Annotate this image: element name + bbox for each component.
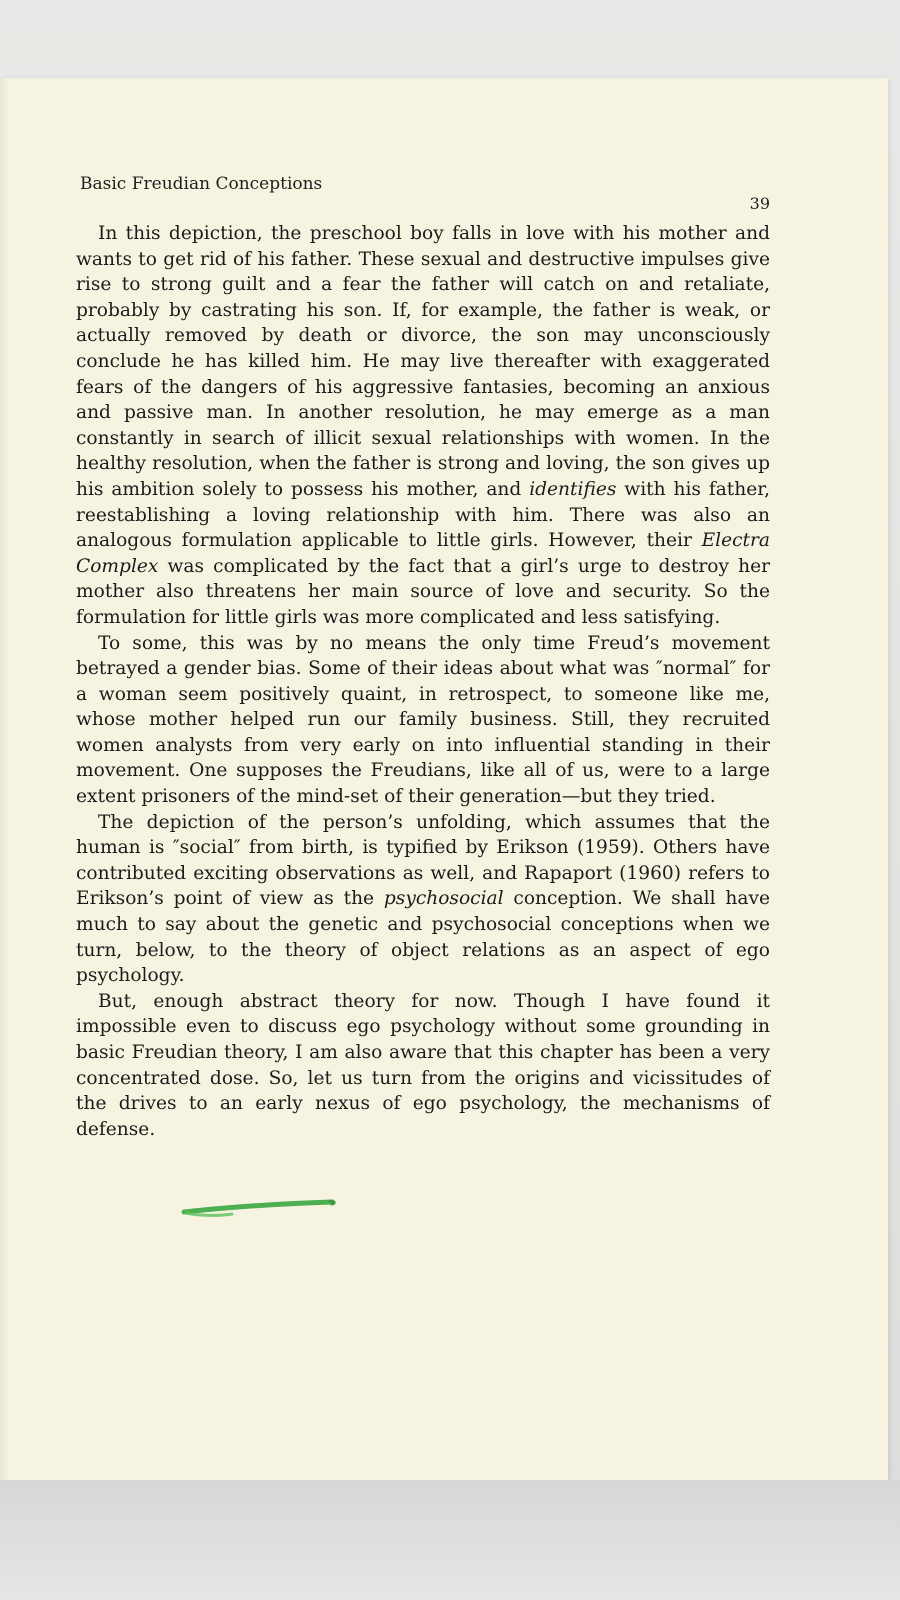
text-run: conception. We shall have much to say about the genetic and psychosocial conceptions when we turn, below, to the theory of object relations as an aspect of ego psychology. bbox=[76, 888, 770, 987]
body-text bbox=[76, 221, 770, 1142]
text-run: To some, this was by no means the only time Freud’s movement betrayed a gender bias. Some of their ideas about what was ″normal″ for a woman seem positively quaint, in retrospect, to someone like me, whose mother helped run our family business. Still, they recruited women analysts from very early on into influential standing in their movement. One supposes the Freudians, like all of us, were to a large extent prisoners of the mind-set of their generation—but they tried. bbox=[76, 632, 770, 808]
running-head: Basic Freudian Conceptions bbox=[80, 174, 323, 194]
paragraph bbox=[76, 810, 770, 989]
paragraph bbox=[76, 631, 770, 810]
text-run: was complicated by the fact that a girl’s urge to destroy her mother also threatens her main source of love and security. So the formulation for little girls was more complicated and less satisfying. bbox=[76, 555, 770, 628]
book-page bbox=[0, 78, 888, 1480]
italic-run: Electra Complex bbox=[76, 530, 770, 577]
desk-background bbox=[0, 1480, 900, 1600]
text-run: with his father, reestablishing a loving relationship with him. There was also an analogous formulation applicable to little girls. However, their bbox=[76, 478, 770, 552]
green-highlighter-mark bbox=[180, 1194, 340, 1224]
paragraph bbox=[76, 221, 770, 631]
text-run: But, enough abstract theory for now. Though I have found it impossible even to discuss ego psychology without some grounding in basic Freudian theory, I am also aware that this chapter has been a very concentrated dose. So, let us turn from the origins and vicissitudes of the drives to an early nexus of ego psychology, the mechanisms of defense. bbox=[76, 990, 770, 1140]
text-run: The depiction of the person’s unfolding, which assumes that the human is ″social″ from birth, is typified by Erikson (1959). Others have contributed exciting observations as well, and Rapaport (1960) refers to Erikson’s point of view as the bbox=[76, 811, 770, 910]
italic-run: psychosocial bbox=[383, 888, 504, 910]
text-run: In this depiction, the preschool boy falls in love with his mother and wants to get rid of his father. These sexual and destructive impulses give rise to strong guilt and a fear the father will catch on and retaliate, probably by castrating his son. If, for example, the father is weak, or actually removed by death or divorce, the son may unconsciously conclude he has killed him. He may live thereafter with exaggerated fears of the dangers of his aggressive fantasies, becoming an anxious and passive man. In another resolution, he may emerge as a man constantly in search of illicit sexual relationships with women. In the healthy resolution, when the father is strong and loving, the son gives up his ambition solely to possess his mother, and bbox=[76, 223, 770, 500]
italic-run: identifies bbox=[529, 478, 617, 500]
paragraph bbox=[76, 989, 770, 1143]
page-number: 39 bbox=[749, 194, 770, 213]
